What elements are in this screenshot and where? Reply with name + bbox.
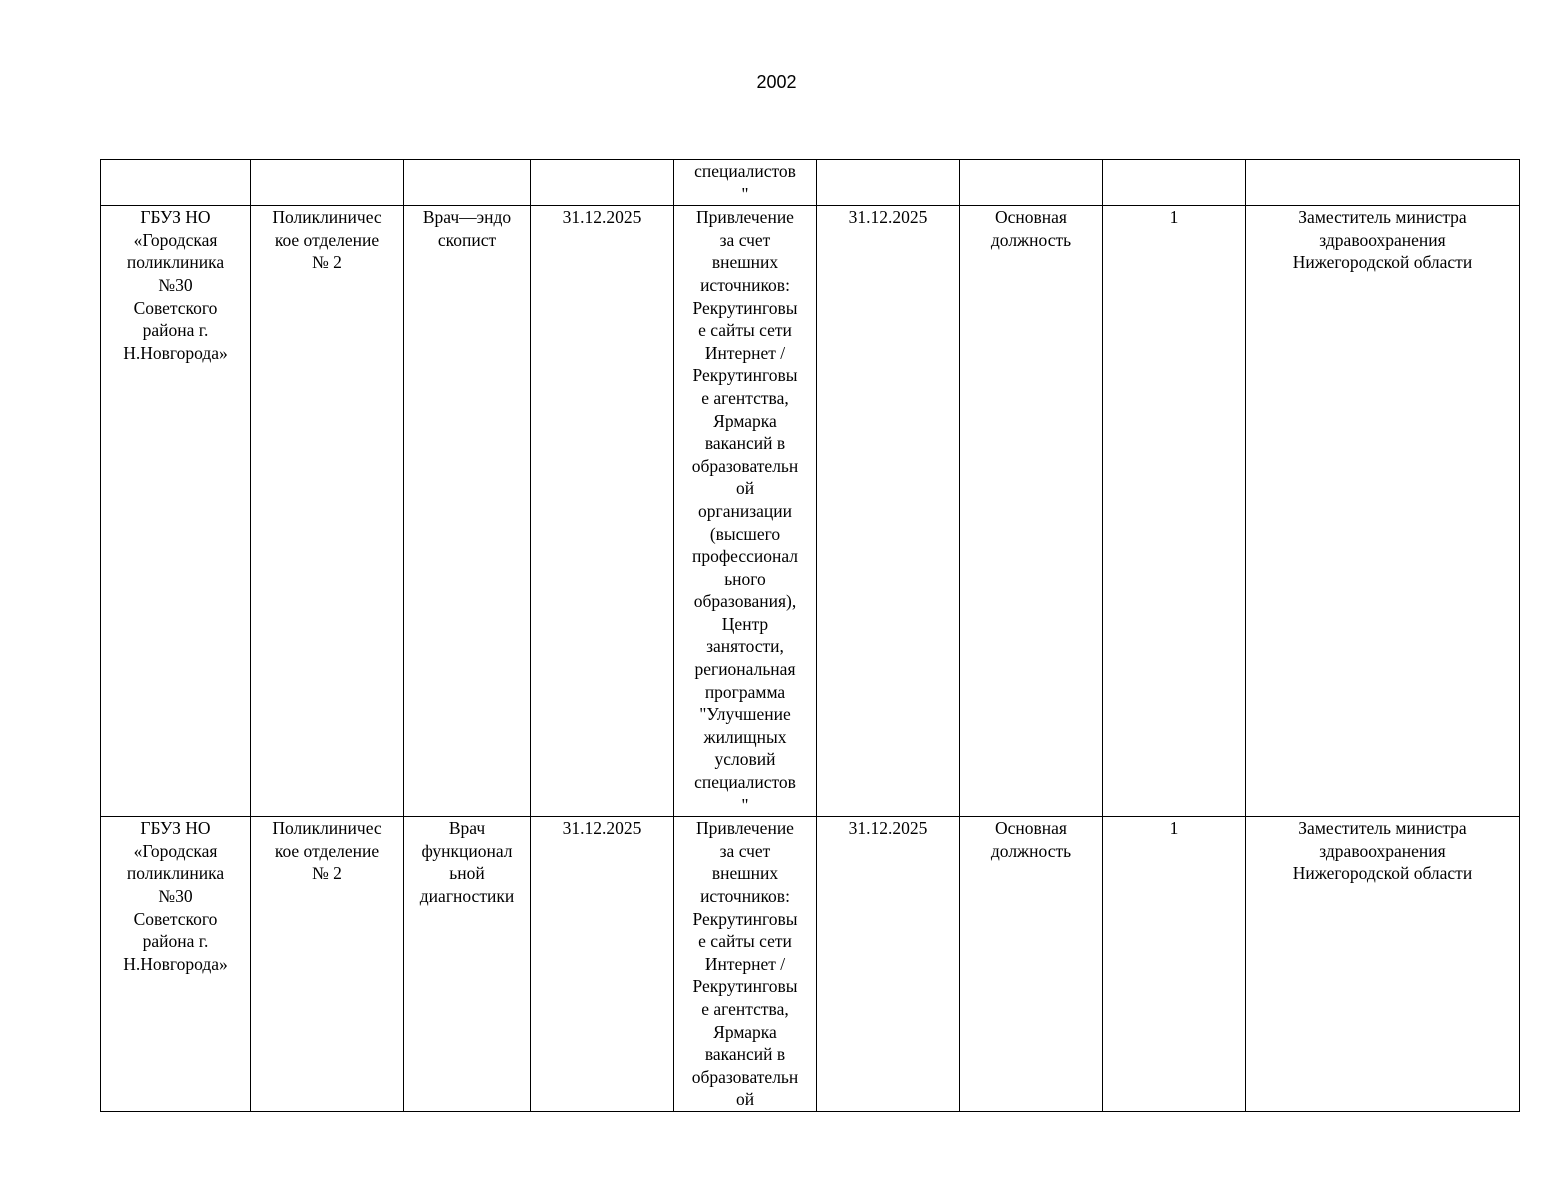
cell-line: Рекрутинговы [692, 976, 798, 997]
cell-department [251, 206, 404, 817]
cell-line: кое отделение [274, 229, 380, 250]
cell-department [251, 817, 404, 1112]
cell-employment [960, 817, 1103, 1112]
cell-line: "Улучшение [699, 704, 791, 725]
cell-line: Центр [721, 613, 769, 634]
cell-date1: 31.12.2025 [531, 817, 674, 1112]
cell-method [674, 817, 817, 1112]
cell-line: Привлечение [696, 207, 794, 228]
cell-line: функционал [421, 840, 513, 861]
cell-line: Интернет / [704, 953, 786, 974]
cell-date1: 31.12.2025 [531, 206, 674, 817]
cell-line: вакансий в [704, 433, 786, 454]
cell-line: Заместитель министра [1298, 207, 1467, 228]
cell-line: Врач—эндо [422, 207, 512, 228]
cell-date2: 31.12.2025 [817, 206, 960, 817]
cell-line: Привлечение [696, 818, 794, 839]
cell-line: скопист [437, 229, 497, 250]
cell-line: образовательн [691, 1066, 799, 1087]
cell-line: Советского [133, 297, 218, 318]
cell-institution [101, 817, 251, 1112]
cell-position [404, 160, 531, 206]
table-row [101, 817, 1520, 1112]
cell-line: (высшего [709, 523, 781, 544]
cell-line: занятости, [706, 636, 784, 657]
cell-line: внешних [711, 252, 779, 273]
cell-line: источников: [700, 886, 790, 906]
cell-line: № 2 [312, 252, 342, 273]
cell-line: Основная [995, 207, 1067, 228]
cell-method [674, 160, 817, 206]
cell-line: района г. [142, 320, 209, 341]
cell-line: Основная [995, 818, 1067, 839]
cell-line: должность [990, 840, 1072, 861]
cell-line: кое отделение [274, 840, 380, 861]
cell-line: региональная [694, 659, 796, 680]
cell-line: Врач [448, 818, 486, 839]
cell-line: здравоохранения [1319, 840, 1446, 861]
cell-responsible [1246, 160, 1520, 206]
cell-line: е агентства, [701, 998, 789, 1019]
cell-line: ьной [449, 863, 485, 884]
cell-line: профессионал [691, 546, 799, 567]
cell-line: ой [735, 1089, 755, 1110]
cell-count: 1 [1103, 206, 1246, 817]
cell-line: Поликлиничес [272, 207, 382, 228]
cell-line: Ярмарка [713, 410, 777, 431]
cell-date2 [817, 160, 960, 206]
cell-department [251, 160, 404, 206]
cell-line: Рекрутинговы [692, 297, 798, 318]
cell-line: ГБУЗ НО [140, 818, 211, 839]
cell-line: «Городская [133, 229, 218, 250]
cell-line: внешних [711, 863, 779, 884]
cell-line: Нижегородской области [1292, 863, 1473, 884]
cell-line: е агентства, [701, 387, 789, 408]
cell-line: е сайты сети [698, 931, 792, 952]
cell-responsible [1246, 817, 1520, 1112]
cell-line: Интернет / [704, 342, 786, 363]
cell-line: за счет [719, 840, 771, 861]
cell-institution [101, 160, 251, 206]
cell-line: Советского [133, 908, 218, 929]
cell-line: № 2 [312, 863, 342, 884]
cell-line: " [741, 794, 749, 815]
cell-line: условий [714, 749, 776, 770]
cell-line: Рекрутинговы [692, 908, 798, 929]
cell-line: программа [704, 681, 786, 702]
cell-line: организации [698, 500, 792, 521]
cell-line: специалистов [694, 161, 796, 181]
page-number: 2002 [756, 72, 797, 92]
cell-line: Нижегородской области [1292, 252, 1473, 273]
cell-line: образования), [693, 591, 797, 612]
cell-line: №30 [158, 886, 193, 906]
cell-count [1103, 160, 1246, 206]
cell-line: района г. [142, 931, 209, 952]
vacancy-table [100, 159, 1520, 1112]
cell-line: должность [990, 229, 1072, 250]
cell-line: здравоохранения [1319, 229, 1446, 250]
cell-line: источников: [700, 274, 790, 295]
table-row-continuation [101, 160, 1520, 206]
cell-line: ой [735, 478, 755, 499]
cell-line: диагностики [419, 886, 515, 906]
cell-line: е сайты сети [698, 320, 792, 341]
cell-position [404, 206, 531, 817]
cell-institution [101, 206, 251, 817]
cell-line: ГБУЗ НО [140, 207, 211, 228]
cell-count: 1 [1103, 817, 1246, 1112]
cell-line: Рекрутинговы [692, 365, 798, 386]
cell-line: жилищных [703, 726, 787, 747]
cell-line: Заместитель министра [1298, 818, 1467, 839]
table-row [101, 206, 1520, 817]
cell-line: поликлиника [126, 863, 225, 884]
cell-line: за счет [719, 229, 771, 250]
cell-line: «Городская [133, 840, 218, 861]
cell-line: Н.Новгорода» [123, 953, 228, 974]
cell-line: вакансий в [704, 1044, 786, 1065]
cell-line: поликлиника [126, 252, 225, 273]
cell-date1 [531, 160, 674, 206]
cell-line: Поликлиничес [272, 818, 382, 839]
cell-line: " [741, 183, 749, 204]
cell-line: специалистов [694, 772, 796, 793]
cell-line: ьного [724, 568, 766, 589]
cell-employment [960, 206, 1103, 817]
cell-employment [960, 160, 1103, 206]
cell-line: Н.Новгорода» [123, 342, 228, 363]
cell-method [674, 206, 817, 817]
cell-line: Ярмарка [713, 1021, 777, 1042]
cell-line: №30 [158, 274, 193, 295]
cell-date2: 31.12.2025 [817, 817, 960, 1112]
cell-line: образовательн [691, 455, 799, 476]
cell-responsible [1246, 206, 1520, 817]
cell-position [404, 817, 531, 1112]
